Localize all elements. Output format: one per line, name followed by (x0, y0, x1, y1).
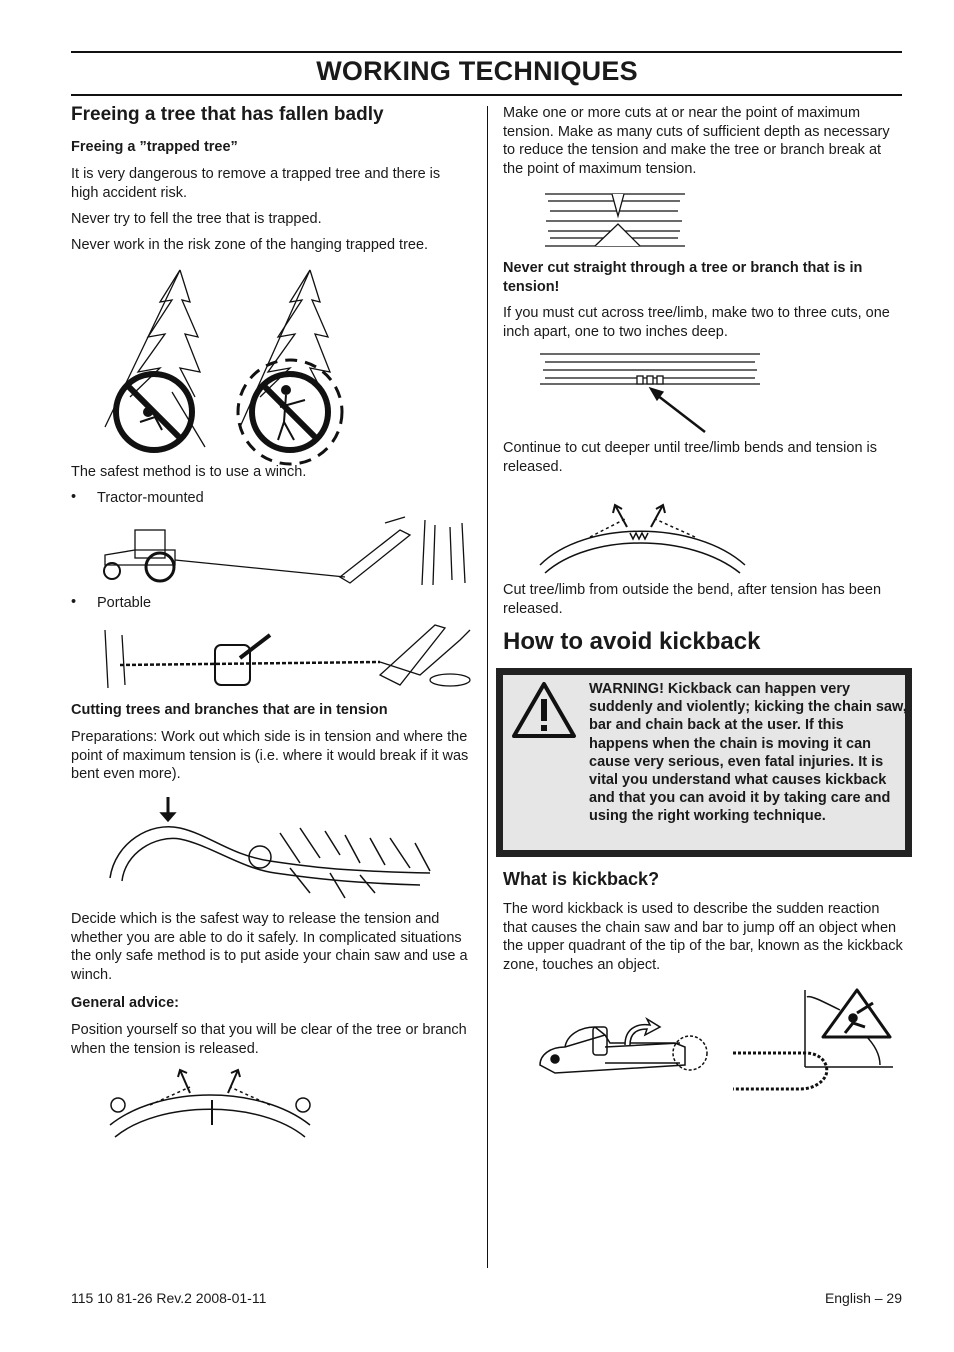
subheading-what-is-kickback: What is kickback? (503, 869, 660, 889)
footer-document-reference: 115 10 81-26 Rev.2 2008-01-11 (71, 1290, 267, 1306)
log-bending-illustration (535, 495, 750, 577)
paragraph-continue-cut: Continue to cut deeper until tree/limb bends and tension is released. (503, 440, 878, 475)
warning-box-inner (503, 675, 905, 850)
log-kerfs-illustration (535, 348, 775, 436)
subheading-general-advice: General advice: (71, 995, 179, 1011)
paragraph-preparations: Preparations: Work out which side is in tension and where the point of maximum tension is (i.e. where it would break if it was bent even more). (71, 729, 469, 783)
column-divider (487, 106, 488, 1268)
footer-page-number: English – 29 (824, 1290, 902, 1306)
bent-tree-tension-illustration (100, 793, 450, 903)
kickback-warning-icon (823, 990, 890, 1037)
prohibition-sign-icon (116, 374, 192, 450)
paragraph-cut-outside: Cut tree/limb from outside the bend, after tension has been released. (503, 582, 882, 617)
paragraph-danger: It is very dangerous to remove a trapped tree and there is high accident risk. (71, 166, 441, 201)
prohibition-sign-icon (238, 360, 342, 464)
subheading-tension: Cutting trees and branches that are in tension (71, 702, 388, 718)
paragraph-winch: The safest method is to use a winch. (71, 464, 307, 480)
subheading-trapped-tree: Freeing a ”trapped tree” (71, 139, 238, 155)
page-title: WORKING TECHNIQUES (316, 56, 638, 86)
paragraph-kickback-definition: The word kickback is used to describe the sudden reaction that causes the chain saw and bar to jump off an object when the upper quadrant of the tip of the bar, known as the kickback zone, touches an object. (503, 901, 903, 973)
paragraph-risk-zone: Never work in the risk zone of the hanging trapped tree. (71, 237, 429, 253)
paragraph-never-fell: Never try to fell the tree that is trapped. (71, 211, 322, 227)
paragraph-cut-across: If you must cut across tree/limb, make two to three cuts, one inch apart, one to two inches deep. (503, 305, 890, 340)
section-heading-freeing: Freeing a tree that has fallen badly (71, 104, 384, 125)
bullet-dot: • (71, 489, 77, 505)
warning-never-cut-through: Never cut straight through a tree or branch that is in tension! (503, 260, 863, 295)
header-rule-bottom (71, 94, 902, 96)
paragraph-position: Position yourself so that you will be clear of the tree or branch when the tension is released. (71, 1022, 467, 1057)
bullet-tractor: Tractor-mounted (97, 490, 204, 506)
bullet-portable: Portable (97, 595, 152, 611)
paragraph-decide: Decide which is the safest way to release the tension and whether you are able to do it safely. In complicated situations the only safe method is to put aside your chain saw and use a winch. (71, 911, 468, 983)
portable-winch-illustration (100, 620, 472, 692)
trapped-tree-illustration (100, 262, 350, 456)
section-heading-kickback: How to avoid kickback (503, 628, 761, 655)
bullet-dot: • (71, 594, 77, 610)
warning-triangle-icon (511, 681, 577, 739)
log-vcut-illustration (540, 186, 690, 254)
paragraph-make-cuts: Make one or more cuts at or near the point of maximum tension. Make as many cuts of sufficient depth as necessary to reduce the tension and make the tree or branch break at the point of maximum tension. (503, 105, 890, 177)
chainsaw-kickback-illustration (535, 985, 895, 1095)
warning-box (496, 668, 912, 857)
warning-text: WARNING! Kickback can happen very suddenly and violently; kicking the chain saw, bar and chain back at the user. If this happens when the chain is moving it can cause very serious, even fatal injuries. It is vital you understand what causes kickback and that you can avoid it by taking care and using the right working technique. (589, 681, 907, 825)
log-release-illustration (100, 1065, 320, 1145)
tractor-winch-illustration (100, 515, 470, 587)
header-rule-top (71, 51, 902, 53)
